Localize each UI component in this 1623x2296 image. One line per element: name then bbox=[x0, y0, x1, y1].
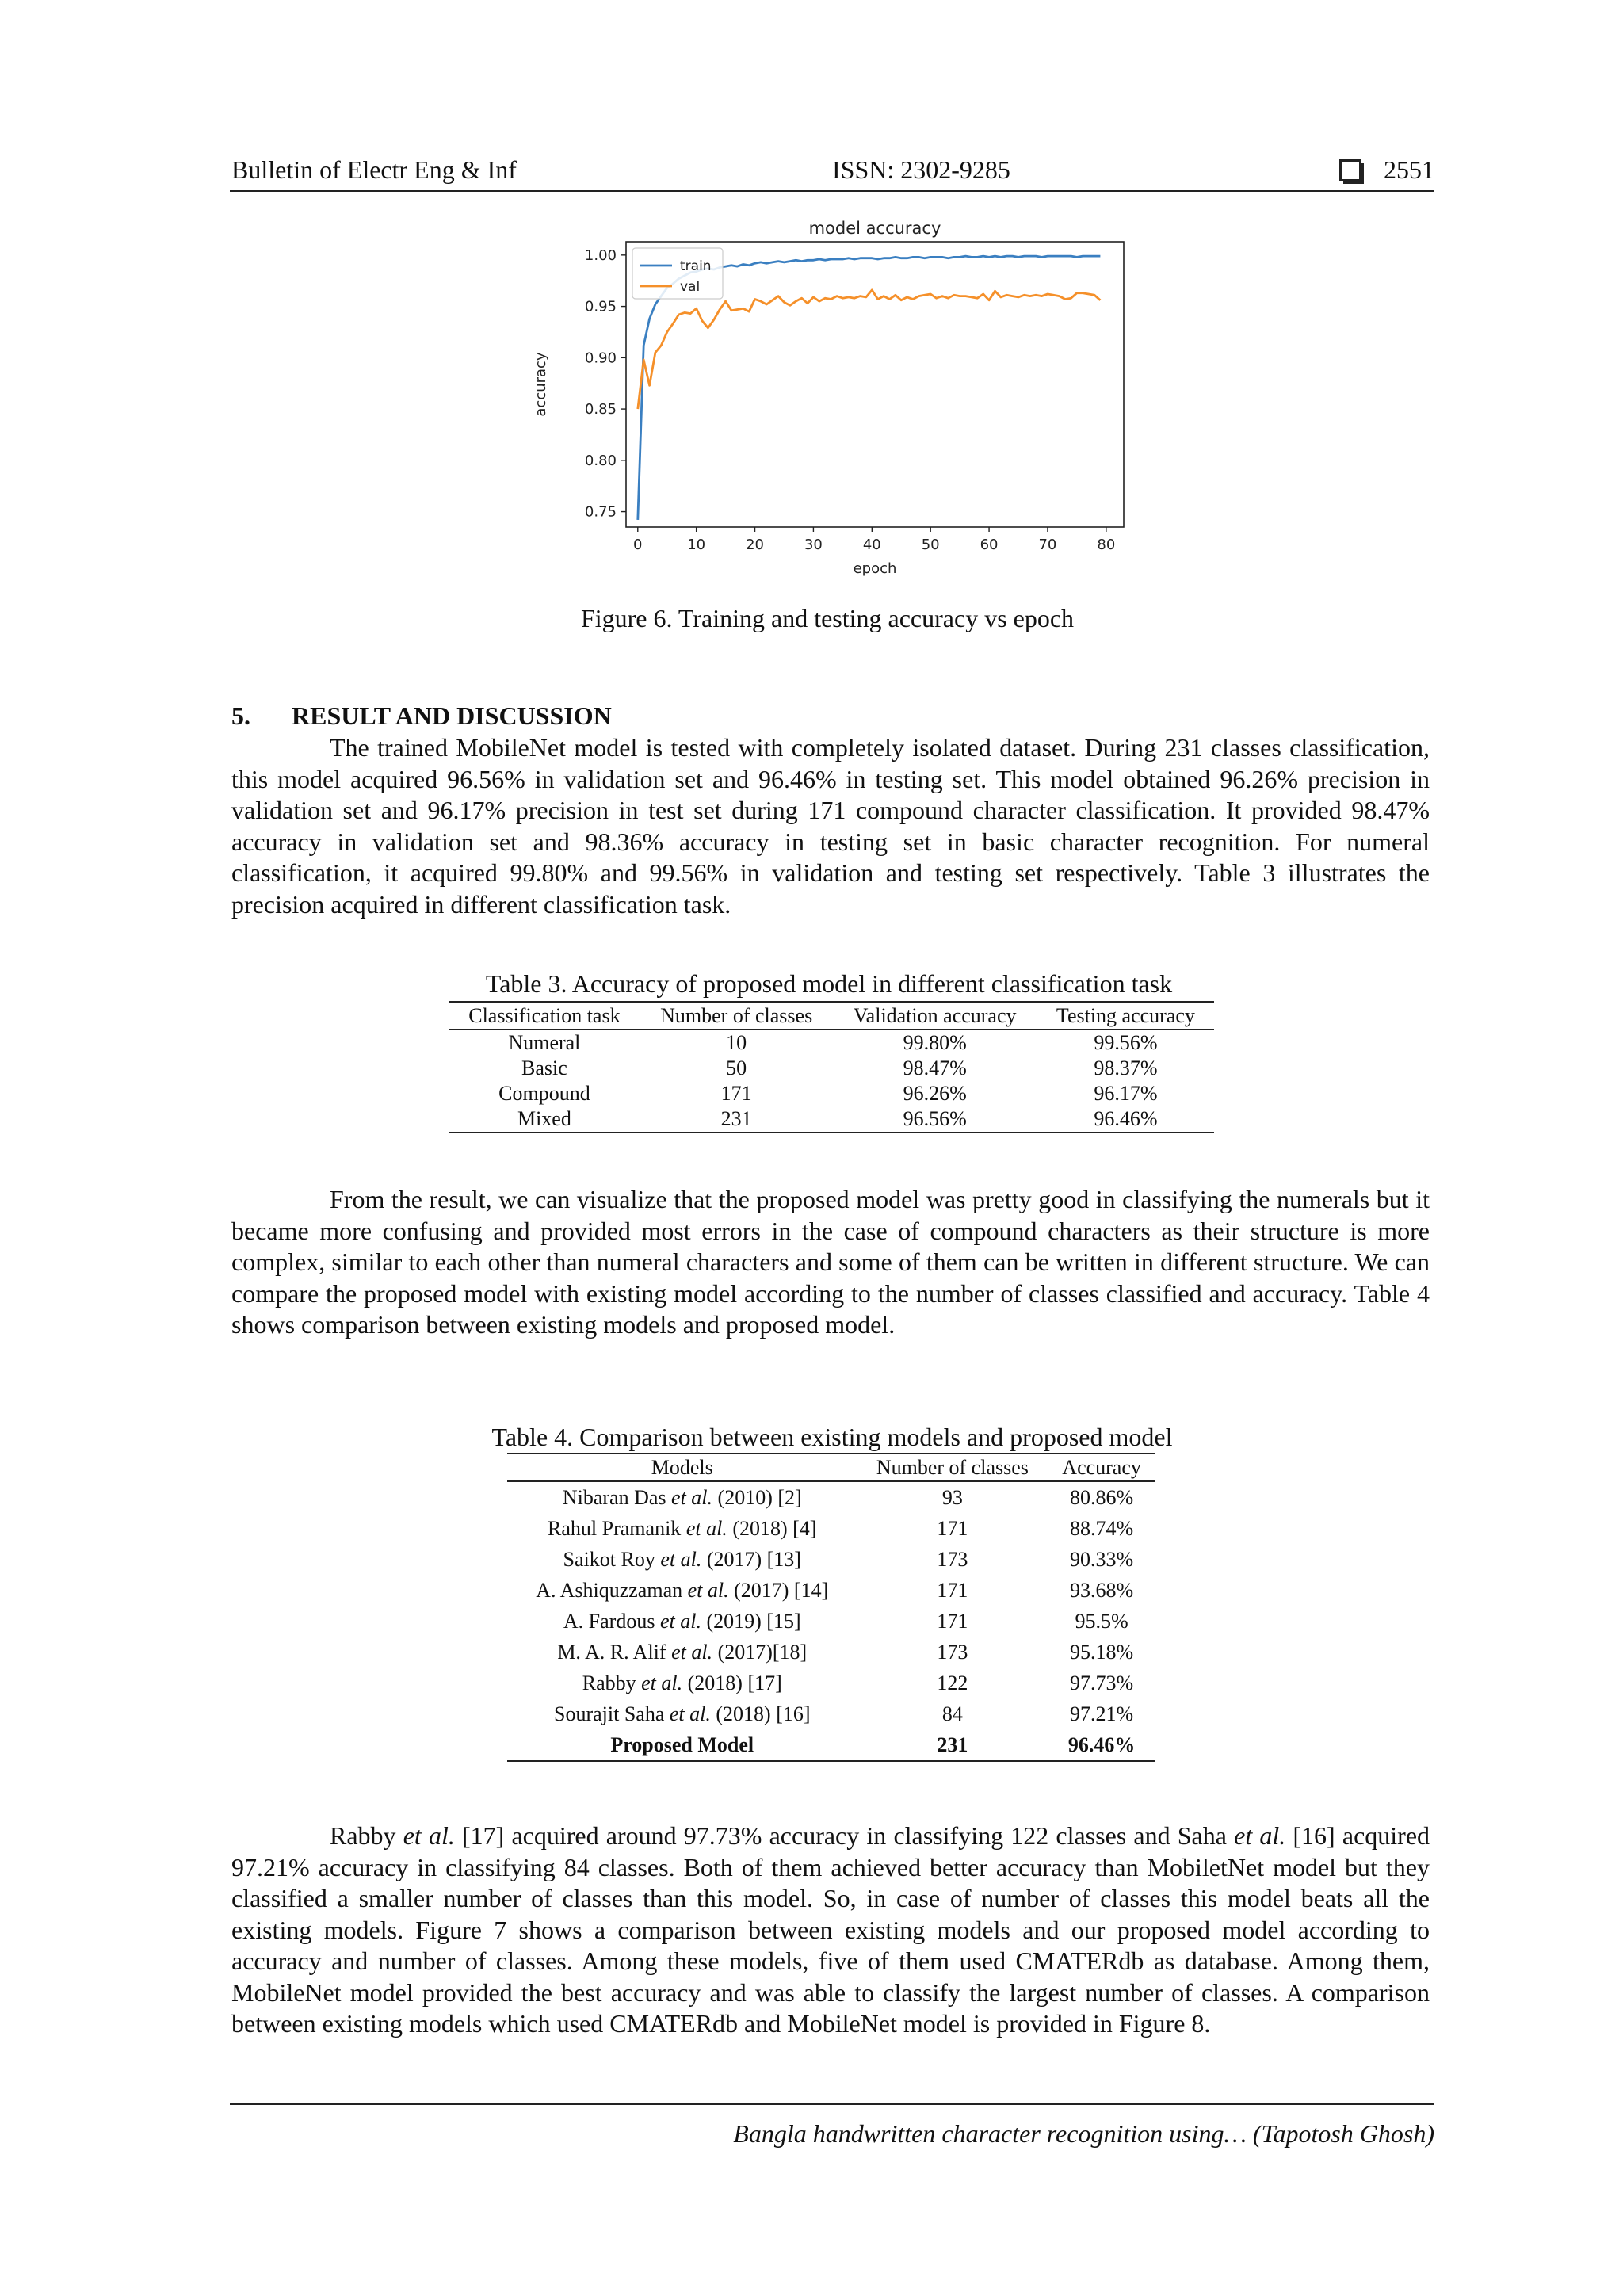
table-row bbox=[507, 1637, 1155, 1668]
model-cell bbox=[507, 1637, 857, 1668]
table-cell: 231 bbox=[640, 1106, 833, 1133]
model-author: Saikot Roy bbox=[563, 1547, 661, 1571]
table-row bbox=[507, 1513, 1155, 1544]
running-title: Bangla handwritten character recognition using… (Tapotosh Ghosh) bbox=[733, 2119, 1434, 2148]
classes-cell: 84 bbox=[941, 1702, 963, 1725]
classes-cell: 173 bbox=[937, 1640, 968, 1664]
table-cell: Numeral bbox=[508, 1031, 581, 1054]
table-3-header: Classification task bbox=[449, 1002, 640, 1030]
classes-cell: 171 bbox=[937, 1609, 968, 1633]
paragraph-1 bbox=[231, 732, 1430, 920]
table-cell: 96.56% bbox=[833, 1106, 1037, 1133]
x-tick-label: 0 bbox=[633, 537, 643, 553]
series-line-val bbox=[638, 290, 1101, 409]
table-cell: 98.47% bbox=[903, 1056, 967, 1079]
x-tick-label: 10 bbox=[687, 537, 706, 553]
table-row bbox=[507, 1481, 1155, 1513]
y-tick-label: 0.90 bbox=[584, 350, 617, 367]
model-cell bbox=[507, 1575, 857, 1606]
table-4 bbox=[507, 1453, 1155, 1762]
page-footer bbox=[230, 2103, 1434, 2149]
model-author: Nibaran Das bbox=[562, 1485, 672, 1509]
model-author: Rahul Pramanik bbox=[548, 1516, 686, 1540]
model-cell bbox=[507, 1606, 857, 1637]
issn: ISSN: 2302-9285 bbox=[832, 155, 1010, 184]
table-cell: 99.80% bbox=[903, 1031, 967, 1054]
section-heading bbox=[231, 701, 612, 731]
model-year-ref: (2010) [2] bbox=[712, 1485, 802, 1509]
et-al: et al. bbox=[669, 1702, 711, 1725]
et-al: et al. bbox=[641, 1671, 683, 1694]
table-row bbox=[507, 1606, 1155, 1637]
table-cell: 98.37% bbox=[1094, 1056, 1158, 1079]
proposed-classes-cell: 231 bbox=[857, 1729, 1048, 1761]
table-row bbox=[507, 1698, 1155, 1729]
accuracy-cell: 95.5% bbox=[1075, 1609, 1128, 1633]
x-tick-label: 30 bbox=[804, 537, 823, 553]
table-cell: 99.56% bbox=[1094, 1031, 1158, 1054]
proposed-model-cell: Proposed Model bbox=[507, 1729, 857, 1761]
table-4-header: Accuracy bbox=[1048, 1454, 1155, 1481]
classes-cell: 171 bbox=[937, 1516, 968, 1540]
classes-cell: 93 bbox=[941, 1485, 963, 1509]
table-4-caption: Table 4. Comparison between existing models and proposed model bbox=[491, 1423, 1173, 1451]
table-3-header: Testing accuracy bbox=[1037, 1002, 1214, 1030]
y-axis-label: accuracy bbox=[533, 352, 549, 417]
paragraph-3 bbox=[231, 1820, 1430, 2040]
legend-label-val: val bbox=[680, 279, 701, 295]
table-4-header: Number of classes bbox=[857, 1454, 1048, 1481]
model-year-ref: (2018) [17] bbox=[682, 1671, 782, 1694]
table-3-caption: Table 3. Accuracy of proposed model in different classification task bbox=[485, 969, 1173, 998]
paragraph-2-text: From the result, we can visualize that the proposed model was pretty good in classifying the numerals but it became more confusing and provided most errors in the case of compound characters as their structure is more complex, similar to each other than numeral characters and some of them can be written in different structure. We can compare the proposed model with existing model according to the number of classes classified and accuracy. Table 4 shows comparison between existing models and proposed model. bbox=[231, 1185, 1430, 1339]
table-row bbox=[449, 1106, 1214, 1133]
table-3-header: Validation accuracy bbox=[833, 1002, 1037, 1030]
y-tick-label: 0.80 bbox=[584, 452, 617, 469]
x-tick-label: 40 bbox=[862, 537, 881, 553]
table-cell: 96.17% bbox=[1094, 1082, 1158, 1105]
et-al: et al. bbox=[671, 1640, 713, 1664]
accuracy-cell: 93.68% bbox=[1070, 1578, 1134, 1602]
paragraph-3-post: [16] acquired 97.21% accuracy in classifying 84 classes. Both of them achieved better accuracy than MobiletNet model but they classified a smaller number of classes than this model. So, in case of number of classes this model beats all the existing models. Figure 7 shows a comparison between existing models and our proposed model according to accuracy and number of classes. Among these models, five of them used CMATERdb as database. Among them, MobileNet model provided the best accuracy and was able to classify the largest number of classes. A comparison between existing models which used CMATERdb and MobileNet model is provided in Figure 8. bbox=[231, 1821, 1430, 2038]
model-cell bbox=[507, 1544, 857, 1575]
accuracy-cell: 90.33% bbox=[1070, 1547, 1134, 1571]
model-author: Rabby bbox=[582, 1671, 642, 1694]
page-number: 2551 bbox=[1384, 155, 1434, 184]
table-cell: Basic bbox=[521, 1056, 567, 1079]
legend-label-train: train bbox=[680, 258, 712, 274]
table-cell: 96.26% bbox=[903, 1082, 967, 1105]
y-tick-label: 0.95 bbox=[584, 298, 617, 315]
table-row bbox=[449, 1030, 1214, 1056]
page-number-group bbox=[1339, 155, 1434, 185]
page-header bbox=[230, 151, 1434, 192]
et-al-1: et al. bbox=[403, 1821, 455, 1850]
accuracy-chart bbox=[523, 218, 1133, 583]
model-year-ref: (2018) [16] bbox=[710, 1702, 811, 1725]
model-cell bbox=[507, 1668, 857, 1698]
section-title: RESULT AND DISCUSSION bbox=[292, 701, 612, 730]
x-tick-label: 50 bbox=[921, 537, 940, 553]
model-author: A. Ashiquzzaman bbox=[536, 1578, 688, 1602]
model-cell bbox=[507, 1481, 857, 1513]
paragraph-3-pre: Rabby bbox=[330, 1821, 403, 1850]
model-year-ref: (2017) [14] bbox=[728, 1578, 829, 1602]
accuracy-cell: 95.18% bbox=[1070, 1640, 1134, 1664]
x-tick-label: 80 bbox=[1097, 537, 1116, 553]
et-al: et al. bbox=[660, 1547, 702, 1571]
classes-cell: 122 bbox=[937, 1671, 968, 1694]
table-cell: 96.46% bbox=[1037, 1106, 1214, 1133]
paragraph-2 bbox=[231, 1184, 1430, 1341]
chart-title: model accuracy bbox=[808, 219, 941, 238]
y-tick-label: 0.85 bbox=[584, 401, 617, 418]
table-3-header: Number of classes bbox=[640, 1002, 833, 1030]
model-author: Sourajit Saha bbox=[554, 1702, 670, 1725]
y-tick-label: 0.75 bbox=[584, 503, 617, 521]
classes-cell: 171 bbox=[937, 1578, 968, 1602]
accuracy-cell: 97.73% bbox=[1070, 1671, 1134, 1694]
et-al: et al. bbox=[659, 1609, 701, 1633]
table-row bbox=[449, 1081, 1214, 1106]
et-al-2: et al. bbox=[1234, 1821, 1286, 1850]
x-tick-label: 60 bbox=[980, 537, 999, 553]
journal-name: Bulletin of Electr Eng & Inf bbox=[231, 155, 517, 184]
checkbox-square-icon bbox=[1339, 159, 1361, 181]
table-cell: 50 bbox=[726, 1056, 747, 1079]
et-al: et al. bbox=[685, 1516, 727, 1540]
accuracy-cell: 97.21% bbox=[1070, 1702, 1134, 1725]
et-al: et al. bbox=[671, 1485, 713, 1509]
table-4-header: Models bbox=[507, 1454, 857, 1481]
table-cell: Compound bbox=[498, 1082, 590, 1105]
accuracy-cell: 88.74% bbox=[1070, 1516, 1134, 1540]
table-row bbox=[507, 1544, 1155, 1575]
et-al: et al. bbox=[687, 1578, 729, 1602]
section-number: 5. bbox=[231, 701, 250, 730]
figure-6-caption-text: Figure 6. Training and testing accuracy vs epoch bbox=[580, 604, 1075, 632]
figure-6-caption bbox=[0, 604, 1623, 633]
model-cell bbox=[507, 1513, 857, 1544]
x-tick-label: 20 bbox=[746, 537, 764, 553]
table-row bbox=[507, 1575, 1155, 1606]
table-cell: Mixed bbox=[449, 1106, 640, 1133]
table-row bbox=[449, 1056, 1214, 1081]
paragraph-1-text: The trained MobileNet model is tested with completely isolated dataset. During 231 classes classification, this model acquired 96.56% in validation set and 96.46% in testing set. This model obtained 96.26% precision in validation set and 96.17% precision in test set during 171 compound character classification. It provided 98.47% accuracy in validation set and 98.36% accuracy in testing set in basic character recognition. For numeral classification, it acquired 99.80% and 99.56% in validation and testing set respectively. Table 3 illustrates the precision acquired in different classification task. bbox=[231, 733, 1430, 919]
model-year-ref: (2018) [4] bbox=[727, 1516, 817, 1540]
accuracy-cell: 80.86% bbox=[1070, 1485, 1134, 1509]
y-tick-label: 1.00 bbox=[584, 246, 617, 264]
proposed-accuracy-cell: 96.46% bbox=[1048, 1729, 1155, 1761]
table-3 bbox=[449, 1001, 1214, 1133]
figure-6 bbox=[523, 218, 1133, 583]
paragraph-3-mid: [17] acquired around 97.73% accuracy in classifying 122 classes and Saha bbox=[454, 1821, 1235, 1850]
x-tick-label: 70 bbox=[1038, 537, 1057, 553]
table-cell: 171 bbox=[720, 1082, 752, 1105]
model-author: M. A. R. Alif bbox=[557, 1640, 672, 1664]
table-row-proposed bbox=[507, 1729, 1155, 1761]
model-cell bbox=[507, 1698, 857, 1729]
model-year-ref: (2019) [15] bbox=[701, 1609, 801, 1633]
classes-cell: 173 bbox=[937, 1547, 968, 1571]
table-cell: 10 bbox=[726, 1031, 747, 1054]
model-year-ref: (2017)[18] bbox=[712, 1640, 808, 1664]
model-author: A. Fardous bbox=[563, 1609, 660, 1633]
table-row bbox=[507, 1668, 1155, 1698]
model-year-ref: (2017) [13] bbox=[701, 1547, 801, 1571]
x-axis-label: epoch bbox=[853, 560, 897, 577]
